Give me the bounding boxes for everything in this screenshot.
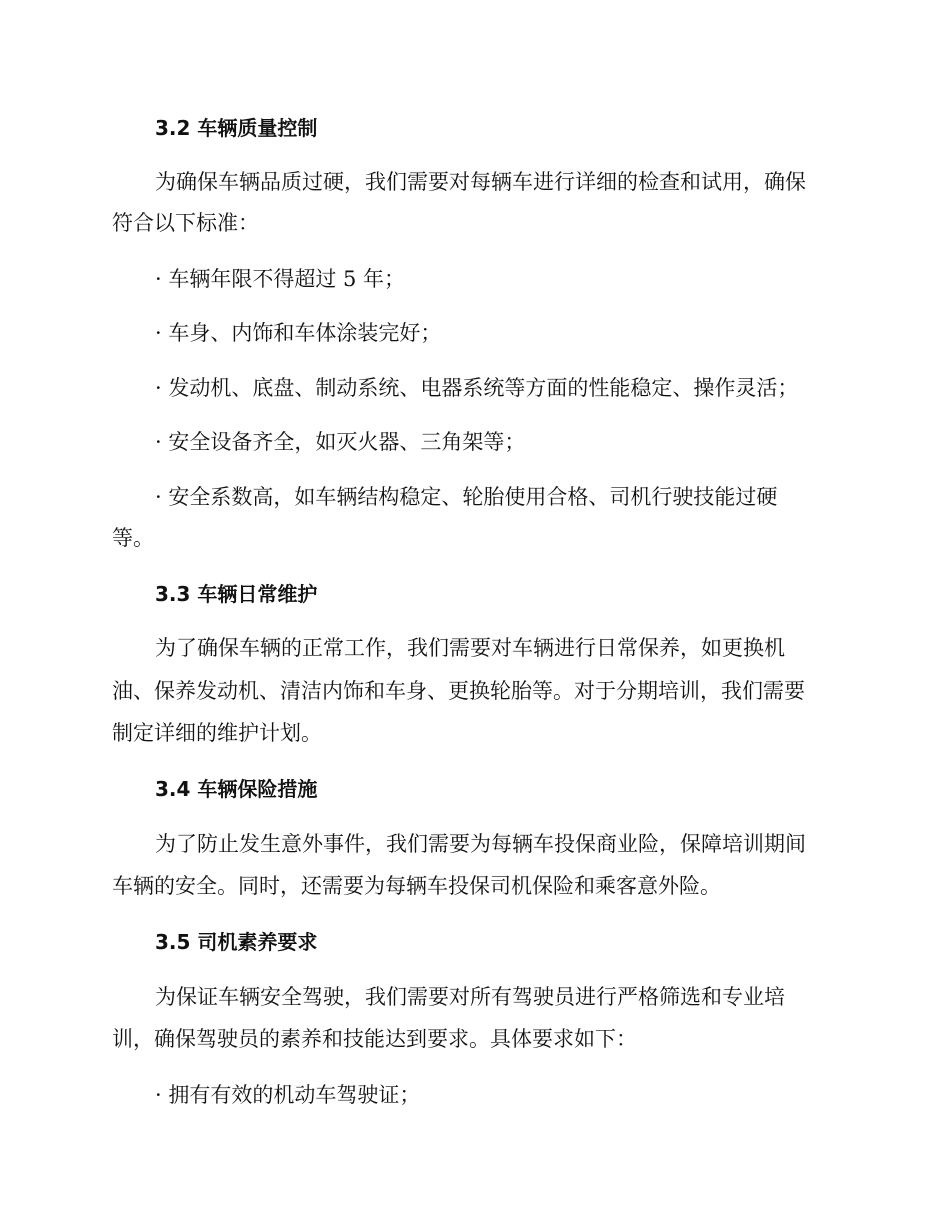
section-heading-3-3: 3.3 车辆日常维护: [155, 582, 318, 606]
paragraph-line: 训，确保驾驶员的素养和技能达到要求。具体要求如下：: [112, 1027, 637, 1051]
bullet-item: · 车身、内饰和车体涂装完好；: [155, 321, 442, 345]
paragraph-line: 油、保养发动机、清洁内饰和车身、更换轮胎等。对于分期培训，我们需要: [112, 679, 805, 703]
bullet-item-continuation: 等。: [112, 526, 154, 550]
paragraph-line: 为了防止发生意外事件，我们需要为每辆车投保商业险，保障培训期间: [155, 832, 806, 856]
paragraph-line: 为确保车辆品质过硬，我们需要对每辆车进行详细的检查和试用，确保: [155, 170, 806, 194]
section-heading-3-5: 3.5 司机素养要求: [155, 930, 318, 954]
paragraph-line: 车辆的安全。同时，还需要为每辆车投保司机保险和乘客意外险。: [112, 874, 721, 898]
bullet-item: · 安全设备齐全，如灭火器、三角架等；: [155, 430, 526, 454]
bullet-item: · 拥有有效的机动车驾驶证；: [155, 1083, 421, 1107]
bullet-item: · 发动机、底盘、制动系统、电器系统等方面的性能稳定、操作灵活；: [155, 376, 799, 400]
bullet-item: · 安全系数高，如车辆结构稳定、轮胎使用合格、司机行驶技能过硬: [155, 485, 778, 509]
bullet-item: · 车辆年限不得超过 5 年；: [155, 267, 406, 291]
paragraph-line: 为保证车辆安全驾驶，我们需要对所有驾驶员进行严格筛选和专业培: [155, 985, 785, 1009]
section-heading-3-4: 3.4 车辆保险措施: [155, 777, 318, 801]
section-heading-3-2: 3.2 车辆质量控制: [155, 116, 318, 140]
paragraph-line: 符合以下标准：: [112, 211, 259, 235]
paragraph-line: 为了确保车辆的正常工作，我们需要对车辆进行日常保养，如更换机: [155, 636, 785, 660]
paragraph-line: 制定详细的维护计划。: [112, 721, 322, 745]
